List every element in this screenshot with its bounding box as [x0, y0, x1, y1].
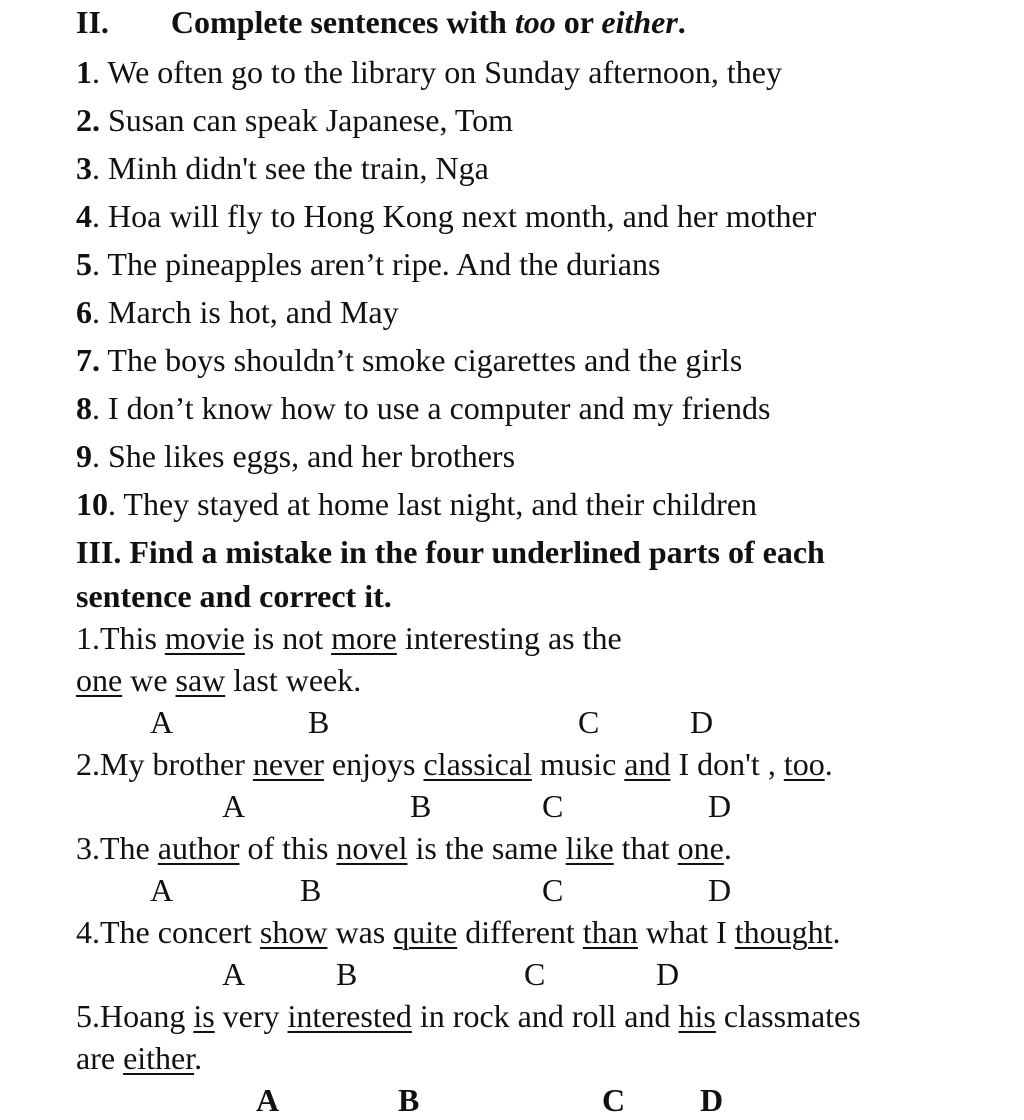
- underlined-option-c: and: [624, 746, 671, 782]
- section-2-title: [76, 6, 686, 38]
- item-text: . They stayed at home last night, and their children: [108, 486, 758, 522]
- item-number: 1: [76, 54, 92, 90]
- option-letter-d: D: [708, 872, 732, 908]
- item-number: 7.: [76, 342, 100, 378]
- heading-period: .: [677, 4, 686, 40]
- underlined-option-a: never: [252, 746, 324, 782]
- question-text: .: [832, 914, 841, 950]
- option-letter-a: A: [222, 788, 246, 824]
- question-text: .: [824, 746, 833, 782]
- underlined-option-a: movie: [164, 620, 245, 656]
- option-letter-c: C: [542, 788, 564, 824]
- underlined-option-a: is: [193, 998, 215, 1034]
- item-text: . March is hot, and May: [92, 294, 399, 330]
- option-letter-c: C: [602, 1082, 626, 1118]
- underlined-option-a: show: [259, 914, 328, 950]
- option-letter-d: D: [700, 1082, 724, 1118]
- item-text: The boys shouldn’t smoke cigarettes and the girls: [100, 342, 743, 378]
- underlined-option-b: classical: [423, 746, 532, 782]
- underlined-option-d: thought: [734, 914, 833, 950]
- question-text: 1.This: [76, 620, 165, 656]
- heading-or: or: [555, 4, 602, 40]
- option-letter-c: C: [524, 956, 546, 992]
- exercise-item: [76, 56, 782, 88]
- option-letter-a: A: [150, 704, 174, 740]
- item-text: . Hoa will fly to Hong Kong next month, and her mother: [92, 198, 817, 234]
- option-letter-a: A: [222, 956, 246, 992]
- question-text: different: [457, 914, 583, 950]
- underlined-option-c: like: [565, 830, 614, 866]
- underlined-option-d: one: [677, 830, 724, 866]
- question-text: 2.My brother: [76, 746, 253, 782]
- underlined-option-c: his: [678, 998, 716, 1034]
- item-number: 9: [76, 438, 92, 474]
- item-text: . We often go to the library on Sunday afternoon, they: [92, 54, 782, 90]
- item-number: 3: [76, 150, 92, 186]
- keyword-either: either: [601, 4, 678, 40]
- item-number: 5: [76, 246, 92, 282]
- question-2: [76, 748, 833, 780]
- question-text: are: [76, 1040, 124, 1076]
- underlined-option-d: saw: [175, 662, 226, 698]
- exercise-item: [76, 104, 513, 136]
- question-5-line-2: [76, 1042, 202, 1074]
- exercise-item: [76, 488, 757, 520]
- underlined-option-b: interested: [287, 998, 412, 1034]
- underlined-option-c: than: [582, 914, 638, 950]
- option-letter-c: C: [542, 872, 564, 908]
- item-text: . Minh didn't see the train, Nga: [92, 150, 489, 186]
- option-letter-a: A: [150, 872, 174, 908]
- question-text: interesting as the: [396, 620, 622, 656]
- exercise-item: [76, 152, 489, 184]
- underlined-option-d: too: [783, 746, 825, 782]
- item-text: . She likes eggs, and her brothers: [92, 438, 516, 474]
- question-3: [76, 832, 732, 864]
- question-text: .: [723, 830, 732, 866]
- option-letter-b: B: [410, 788, 432, 824]
- question-text: that: [613, 830, 678, 866]
- item-number: 6: [76, 294, 92, 330]
- exercise-item: [76, 392, 770, 424]
- keyword-too: too: [514, 4, 556, 40]
- item-number: 10: [76, 486, 108, 522]
- option-letter-a: A: [256, 1082, 280, 1118]
- underlined-option-b: quite: [393, 914, 458, 950]
- question-text: .: [194, 1040, 203, 1076]
- question-text: was: [327, 914, 394, 950]
- option-letter-d: D: [656, 956, 680, 992]
- question-text: 3.The: [76, 830, 158, 866]
- question-text: last week.: [225, 662, 362, 698]
- exercise-item: [76, 248, 660, 280]
- question-1-line-2: [76, 664, 361, 696]
- underlined-option-b: more: [331, 620, 397, 656]
- question-text: in rock and roll and: [411, 998, 679, 1034]
- question-text: very: [214, 998, 288, 1034]
- option-letter-b: B: [308, 704, 330, 740]
- question-text: we: [122, 662, 176, 698]
- option-letter-b: B: [300, 872, 322, 908]
- underlined-option-d: either: [123, 1040, 195, 1076]
- item-number: 2.: [76, 102, 100, 138]
- exercise-item: [76, 296, 399, 328]
- question-text: is the same: [407, 830, 566, 866]
- option-letter-c: C: [578, 704, 600, 740]
- question-5-line-1: [76, 1000, 861, 1032]
- option-letter-d: D: [690, 704, 714, 740]
- exercise-item: [76, 344, 742, 376]
- question-text: I don't ,: [670, 746, 784, 782]
- option-letter-b: B: [398, 1082, 420, 1118]
- item-text: . The pineapples aren’t ripe. And the durians: [92, 246, 661, 282]
- exercise-item: [76, 200, 816, 232]
- underlined-option-c: one: [76, 662, 123, 698]
- question-text: 5.Hoang: [76, 998, 194, 1034]
- section-3-title-line-2: sentence and correct it.: [76, 578, 392, 614]
- section-2-number: II.: [76, 4, 109, 40]
- question-4: [76, 916, 841, 948]
- question-text: enjoys: [323, 746, 424, 782]
- option-letter-b: B: [336, 956, 358, 992]
- question-text: classmates: [715, 998, 861, 1034]
- item-text: Susan can speak Japanese, Tom: [100, 102, 514, 138]
- question-1-line-1: [76, 622, 622, 654]
- question-text: of this: [239, 830, 337, 866]
- question-text: 4.The concert: [76, 914, 260, 950]
- item-number: 8: [76, 390, 92, 426]
- question-text: what I: [637, 914, 735, 950]
- option-letter-d: D: [708, 788, 732, 824]
- section-2-heading-text: Complete sentences with: [170, 4, 515, 40]
- underlined-option-a: author: [157, 830, 240, 866]
- exercise-item: [76, 440, 515, 472]
- question-text: is not: [244, 620, 332, 656]
- question-text: music: [531, 746, 625, 782]
- item-text: . I don’t know how to use a computer and my friends: [92, 390, 771, 426]
- section-3-title-line-1: III. Find a mistake in the four underlined parts of each: [76, 534, 825, 570]
- underlined-option-b: novel: [336, 830, 408, 866]
- item-number: 4: [76, 198, 92, 234]
